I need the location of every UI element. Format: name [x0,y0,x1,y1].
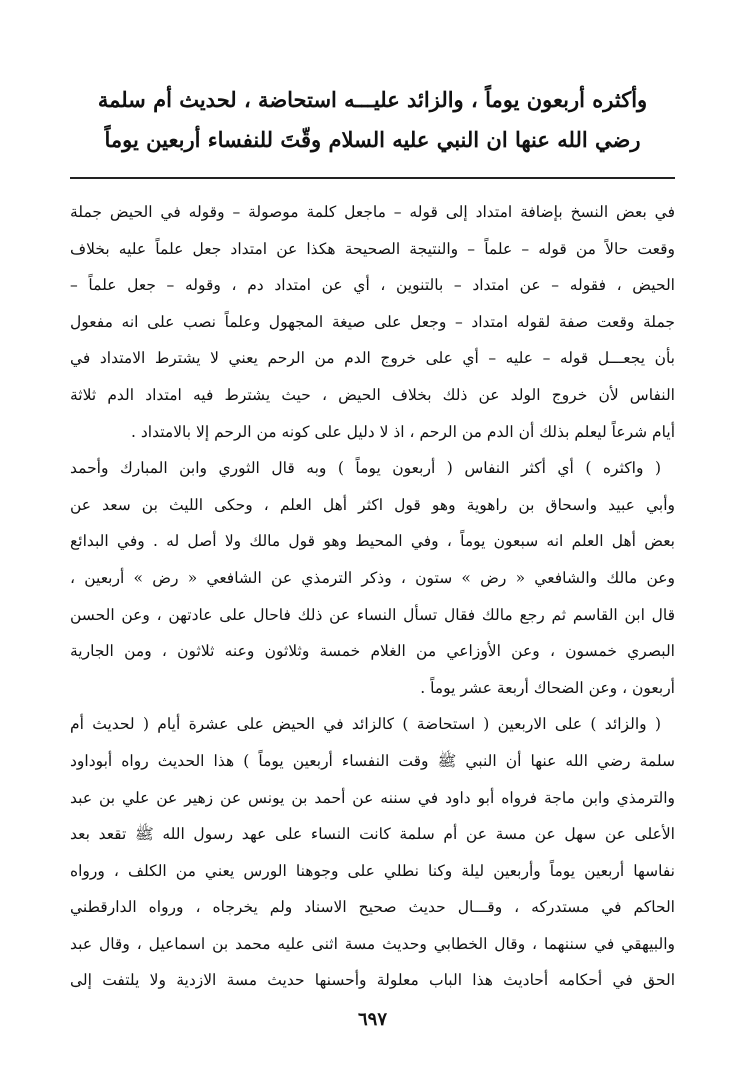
commentary-line: والترمذي وابن ماجة فرواه أبو داود في سننه عن أحمد بن يونس عن زهير عن علي بن عبد [70,788,675,807]
commentary-line: والبيهقي في سننهما ، وقال الخطابي وحديث مسة اثنى عليه محمد بن اسماعيل ، وقال عبد [70,934,675,953]
commentary-line: أربعون ، وعن الضحاك أربعة عشر يوماً . [420,678,675,697]
commentary-line: وقعت حالاً من قوله – علماً – والنتيجة الصحيحة هكذا عن امتداد جعل علماً عليه بخلاف [70,239,675,258]
commentary-line: بعض أهل العلم انه سبعون يوماً ، وفي المحيط وهو قول مالك ولا أصل له . وفي البدائع [70,532,675,551]
commentary-line: بأن يجعـــل قوله – عليه – أي على خروج الدم من الرحم يعني لا يشترط الامتداد في [70,349,675,368]
commentary-line: ( والزائد ) على الاربعين ( استحاضة ) كالزائد في الحيض على عشرة أيام ( لحديث أم [70,715,661,734]
commentary-block [70,194,675,999]
commentary-line: الحيض ، فقوله – عن امتداد – بالتنوين ، أي عن امتداد دم ، وقوله – جعل علماً – [70,276,675,295]
matn-line: وأكثره أربعون يوماً ، والزائد عليـــه استحاضة ، لحديث أم سلمة [97,87,648,112]
commentary-line: أيام شرعاً ليعلم بذلك أن الدم من الرحم ، اذ لا دليل على كونه من الرحم إلا بالامتداد . [131,422,675,441]
commentary-line: سلمة رضي الله عنها أن النبي ﷺ وقت النفساء أربعين يوماً ) هذا الحديث رواه أبوداود [70,751,675,770]
commentary-line: جملة وقعت صفة لقوله امتداد – وجعل على صيغة المجهول وعلماً نصب على انه مفعول [70,312,675,331]
separator-rule [70,177,675,179]
page-number: ٦٩٧ [357,1009,387,1030]
commentary-line: وأبي عبيد واسحاق بن راهوية وهو قول اكثر أهل العلم ، وحكى الليث بن سعد عن [70,495,675,514]
commentary-line: قال ابن القاسم ثم رجع مالك فقال تسأل النساء عن ذلك فاحال على عادتهن ، وعن الحسن [70,605,675,624]
commentary-line: نفاسها أربعين يوماً وأربعين ليلة وكنا نطلي على وجوهنا الورس يعني من الكلف ، ورواه [70,861,675,880]
commentary-line: الحق في أحكامه أحاديث هذا الباب معلولة وأحسنها حديث مسة الازدية ولا يلتفت إلى [70,971,675,990]
commentary-line: الأعلى عن سهل عن مسة عن أم سلمة كانت النساء على عهد رسول الله ﷺ تقعد بعد [70,825,675,844]
matn-block [70,80,675,160]
commentary-line: ( واكثره ) أي أكثر النفاس ( أربعون يوماً ) وبه قال الثوري وابن المبارك وأحمد [70,459,661,478]
commentary-line: النفاس لأن خروج الولد عن ذلك بخلاف الحيض ، حيث يشترط فيه امتداد الدم ثلاثة [70,385,675,404]
commentary-line: وعن مالك والشافعي « رض » ستون ، وذكر الترمذي عن الشافعي « رض » أربعين ، [70,568,675,587]
commentary-line: البصري خمسون ، وعن الأوزاعي من الغلام خمسة وثلاثون وعنه ثلاثون ، ومن الجارية [70,642,675,661]
commentary-line: الحاكم في مستدركه ، وقـــال حديث صحيح الاسناد ولم يخرجاه ، ورواه الدارقطني [70,898,675,917]
matn-line: رضي الله عنها ان النبي عليه السلام وقّتَ للنفساء أربعين يوماً [104,127,641,152]
commentary-line: في بعض النسخ بإضافة امتداد إلى قوله – ماجعل كلمة موصولة – وقوله في الحيض جملة [70,203,675,221]
